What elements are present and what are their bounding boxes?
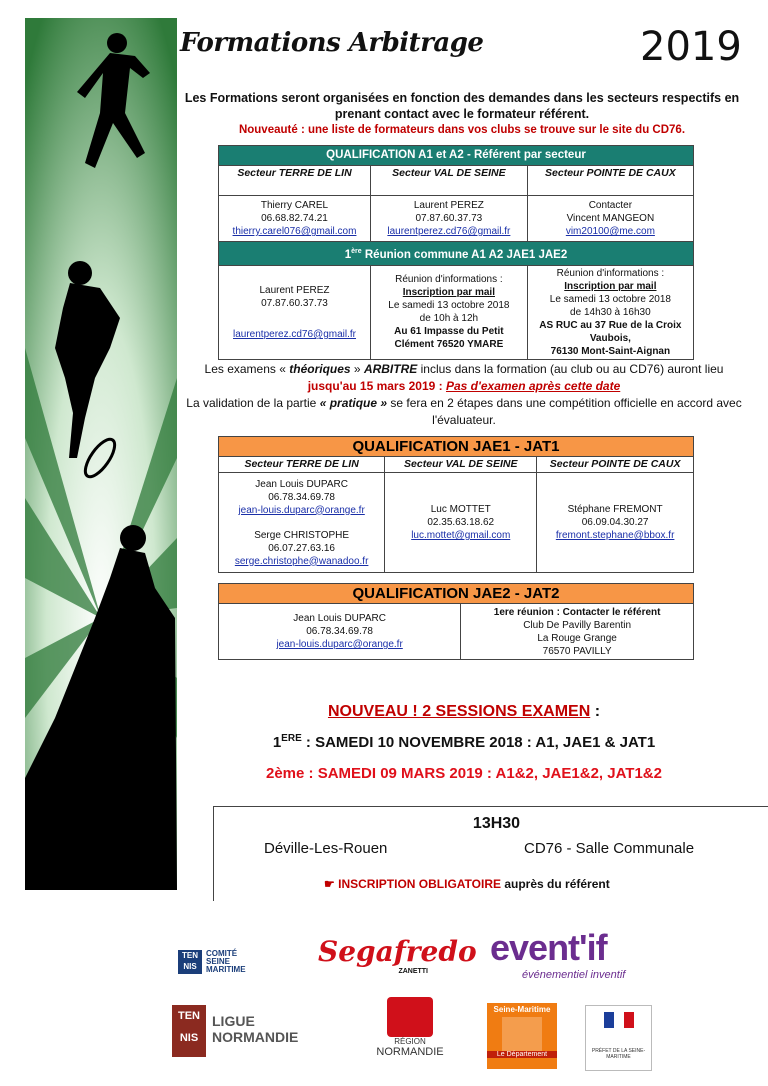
logo-normandie: NORMANDIE — [212, 1029, 299, 1045]
intro-paragraph: Les Formations seront organisées en fonction des demandes dans les secteurs respectifs en prenant contact avec le formateur référent. — [184, 91, 740, 121]
session-1 — [180, 733, 748, 751]
contact-phone: 07.87.60.37.73 — [415, 213, 483, 224]
contact-cell — [527, 196, 693, 242]
reunion-contact-cell — [219, 265, 371, 359]
contact-name: Serge CHRISTOPHE — [254, 529, 350, 541]
s1-num: 1 — [272, 734, 282, 751]
contact-phone: 06.09.04.30.27 — [581, 517, 649, 528]
contact-name: Vincent MANGEON — [566, 213, 655, 224]
reunion-date: Le samedi 13 octobre 2018 — [549, 293, 671, 305]
reunion-ymare-cell — [371, 265, 528, 359]
logo-nis: NIS — [183, 962, 197, 971]
contact-name: Thierry CAREL — [260, 200, 329, 211]
contact-phone: 06.78.34.69.78 — [306, 626, 373, 637]
inscription-obligatoire: INSCRIPTION OBLIGATOIRE — [338, 877, 502, 891]
contact-name: Jean Louis DUPARC — [293, 613, 386, 624]
t: La validation de la partie — [186, 396, 320, 410]
pavilly-city: 76570 PAVILLY — [542, 645, 612, 657]
contact-phone: 06.07.27.63.16 — [268, 542, 335, 554]
sector-val-de-seine: Secteur VAL DE SEINE — [371, 166, 528, 196]
reunion-msa-cell — [527, 265, 693, 359]
qual-jae2-title: QUALIFICATION JAE2 - JAT2 — [219, 584, 694, 604]
arbitre: ARBITRE — [363, 362, 418, 376]
region-normandie-logo — [360, 997, 460, 1067]
qualification-jae2-table — [218, 583, 694, 660]
sm-subtitle: Le Département — [487, 1051, 557, 1058]
contact-email-link[interactable]: serge.christophe@wanadoo.fr — [234, 555, 369, 567]
region-text: RÉGION — [394, 1037, 426, 1046]
logo-comite: COMITÉ — [206, 949, 238, 958]
aupres-referent: auprès du référent — [501, 877, 610, 891]
sector-terre-de-lin: Secteur TERRE DE LIN — [219, 166, 371, 196]
contact-phone: 06.68.82.74.21 — [261, 213, 328, 224]
contact-name: Luc MOTTET — [430, 504, 491, 515]
eventif-text: event'if — [490, 927, 607, 968]
reunion-title-num: 1 — [344, 248, 352, 261]
exams-line-1 — [180, 361, 748, 378]
contact-name: Stéphane FREMONT — [567, 504, 663, 515]
exams-line-3 — [180, 395, 748, 429]
prefet-text: PRÉFET DE LA SEINE-MARITIME — [591, 1048, 646, 1060]
reunion-title-sup: ère — [351, 248, 362, 255]
tennis-silhouettes-panel — [25, 18, 177, 890]
pavilly-reunion: 1ere réunion : Contacter le référent — [493, 606, 661, 618]
t: Les examens « — [204, 362, 290, 376]
reunion-inscription: Inscription par mail — [402, 287, 495, 299]
contact-phone: 07.87.60.37.73 — [261, 297, 328, 309]
reunion-date: Le samedi 13 octobre 2018 — [388, 300, 510, 312]
sponsor-logos — [0, 905, 768, 1086]
sessions-heading — [180, 703, 748, 721]
logo-maritime: MARITIME — [206, 965, 246, 974]
session-time: 13H30 — [472, 815, 521, 832]
s1-sup: ERE — [281, 733, 302, 744]
exams-line-2 — [180, 378, 748, 395]
t: se fera en 2 étapes dans une compétition officielle en accord avec l'évaluateur. — [387, 396, 742, 427]
logo-seine: SEINE — [206, 957, 231, 966]
sector-pointe-de-caux: Secteur POINTE DE CAUX — [537, 457, 694, 473]
reunion-inscription: Inscription par mail — [564, 280, 657, 292]
session-info-box — [213, 806, 768, 901]
reunion-address: Au 61 Impasse du Petit Clément 76520 YMARE — [394, 326, 504, 351]
contact-name: Jean Louis DUPARC — [255, 478, 348, 490]
contact-name: Laurent PEREZ — [413, 200, 484, 211]
ligue-normandie-logo — [172, 1005, 299, 1065]
pointing-hand-icon: ☛ — [324, 877, 335, 891]
segafredo-text: Segafredo — [318, 935, 477, 968]
logo-ligue: LIGUE — [212, 1013, 255, 1029]
contact-email-link[interactable]: laurentperez.cd76@gmail.fr — [233, 328, 356, 340]
contact-cell — [537, 473, 694, 573]
contact-name: Laurent PEREZ — [259, 284, 330, 296]
t: » — [350, 362, 364, 376]
pas-d-examen: Pas d'examen après cette date — [445, 379, 621, 393]
s1-text: : SAMEDI 10 NOVEMBRE 2018 : A1, JAE1 & JAT1 — [301, 734, 656, 751]
contact-cell — [219, 196, 371, 242]
sector-val-de-seine: Secteur VAL DE SEINE — [385, 457, 537, 473]
reunion-city: 76130 Mont-Saint-Aignan — [550, 345, 671, 357]
reunion-title-text: Réunion commune A1 A2 JAE1 JAE2 — [361, 248, 568, 261]
contact-email-link[interactable]: vim20100@me.com — [565, 226, 655, 237]
page-title: Formations Arbitrage — [180, 28, 484, 58]
t: inclus dans la formation (au club ou au CD76) auront lieu — [417, 362, 724, 376]
contact-email-link[interactable]: fremont.stephane@bbox.fr — [555, 530, 675, 541]
nouveaute-note: Nouveauté : une liste de formateurs dans vos clubs se trouve sur le site du CD76. — [238, 124, 686, 136]
pavilly-place: La Rouge Grange — [537, 632, 617, 644]
french-flag-icon — [604, 1012, 634, 1028]
contact-email-link[interactable]: laurentperez.cd76@gmail.fr — [387, 226, 511, 237]
eventif-subtitle: événementiel inventif — [522, 969, 626, 981]
session-2: 2ème : SAMEDI 09 MARS 2019 : A1&2, JAE1&2, JAT1&2 — [266, 765, 662, 782]
reunion-info: Réunion d'informations : — [395, 274, 503, 286]
seine-maritime-logo — [487, 1003, 557, 1069]
nouveau-text: NOUVEAU ! 2 SESSIONS EXAMEN — [327, 703, 591, 720]
pavilly-club: Club De Pavilly Barentin — [523, 619, 632, 631]
sm-figure-icon — [502, 1017, 542, 1051]
colon: : — [590, 703, 601, 720]
contact-cell — [385, 473, 537, 573]
reunion-time: de 10h à 12h — [419, 313, 479, 325]
sector-pointe-de-caux: Secteur POINTE DE CAUX — [527, 166, 693, 196]
qualification-a1-a2-table — [218, 145, 694, 360]
prefet-logo — [585, 1005, 652, 1071]
intro-text — [182, 90, 742, 138]
year: 2019 — [640, 24, 742, 70]
reunion-pavilly-cell — [461, 604, 694, 660]
contact-phone: 06.78.34.69.78 — [268, 491, 335, 503]
exams-text — [180, 361, 748, 429]
contact-email-link[interactable]: jean-louis.duparc@orange.fr — [238, 504, 365, 516]
qual-a1a2-title: QUALIFICATION A1 et A2 - Référent par secteur — [219, 146, 694, 166]
qual-jae1-title: QUALIFICATION JAE1 - JAT1 — [219, 437, 694, 457]
inscription-line — [324, 877, 610, 891]
contact-cell — [219, 604, 461, 660]
contact-email-link[interactable]: thierry.carel076@gmail.com — [232, 226, 357, 237]
logo-nis: NIS — [179, 1032, 199, 1044]
t: jusqu'au 15 mars 2019 : — [307, 379, 446, 393]
theoriques: théoriques — [289, 362, 351, 376]
logo-ten: TEN — [178, 1010, 200, 1022]
contact-phone: 02.35.63.18.62 — [427, 517, 495, 528]
reunion-title — [219, 242, 694, 266]
sector-terre-de-lin: Secteur TERRE DE LIN — [219, 457, 385, 473]
comite-seine-maritime-logo — [178, 950, 278, 980]
contact-cell — [371, 196, 528, 242]
zanetti-text: ZANETTI — [398, 968, 428, 975]
contact-email-link[interactable]: jean-louis.duparc@orange.fr — [276, 639, 403, 650]
contact-email-link[interactable]: luc.mottet@gmail.com — [411, 530, 511, 541]
contact-cell — [219, 473, 385, 573]
eventif-logo — [490, 927, 680, 987]
sm-title: Seine-Maritime — [487, 1003, 557, 1014]
session-place-left: Déville-Les-Rouen — [264, 840, 388, 857]
qualification-jae-table — [218, 436, 694, 573]
reunion-info: Réunion d'informations : — [556, 267, 665, 279]
region-shield-icon — [387, 997, 433, 1037]
reunion-time: de 14h30 à 16h30 — [570, 306, 651, 318]
logo-ten: TEN — [182, 951, 198, 960]
region-normandie-text: NORMANDIE — [376, 1046, 444, 1058]
contact-label: Contacter — [588, 200, 633, 211]
reunion-address: AS RUC au 37 Rue de la Croix Vaubois, — [539, 319, 682, 344]
session-place-right: CD76 - Salle Communale — [524, 840, 695, 857]
pratique: « pratique » — [319, 396, 388, 410]
segafredo-logo — [318, 935, 477, 985]
